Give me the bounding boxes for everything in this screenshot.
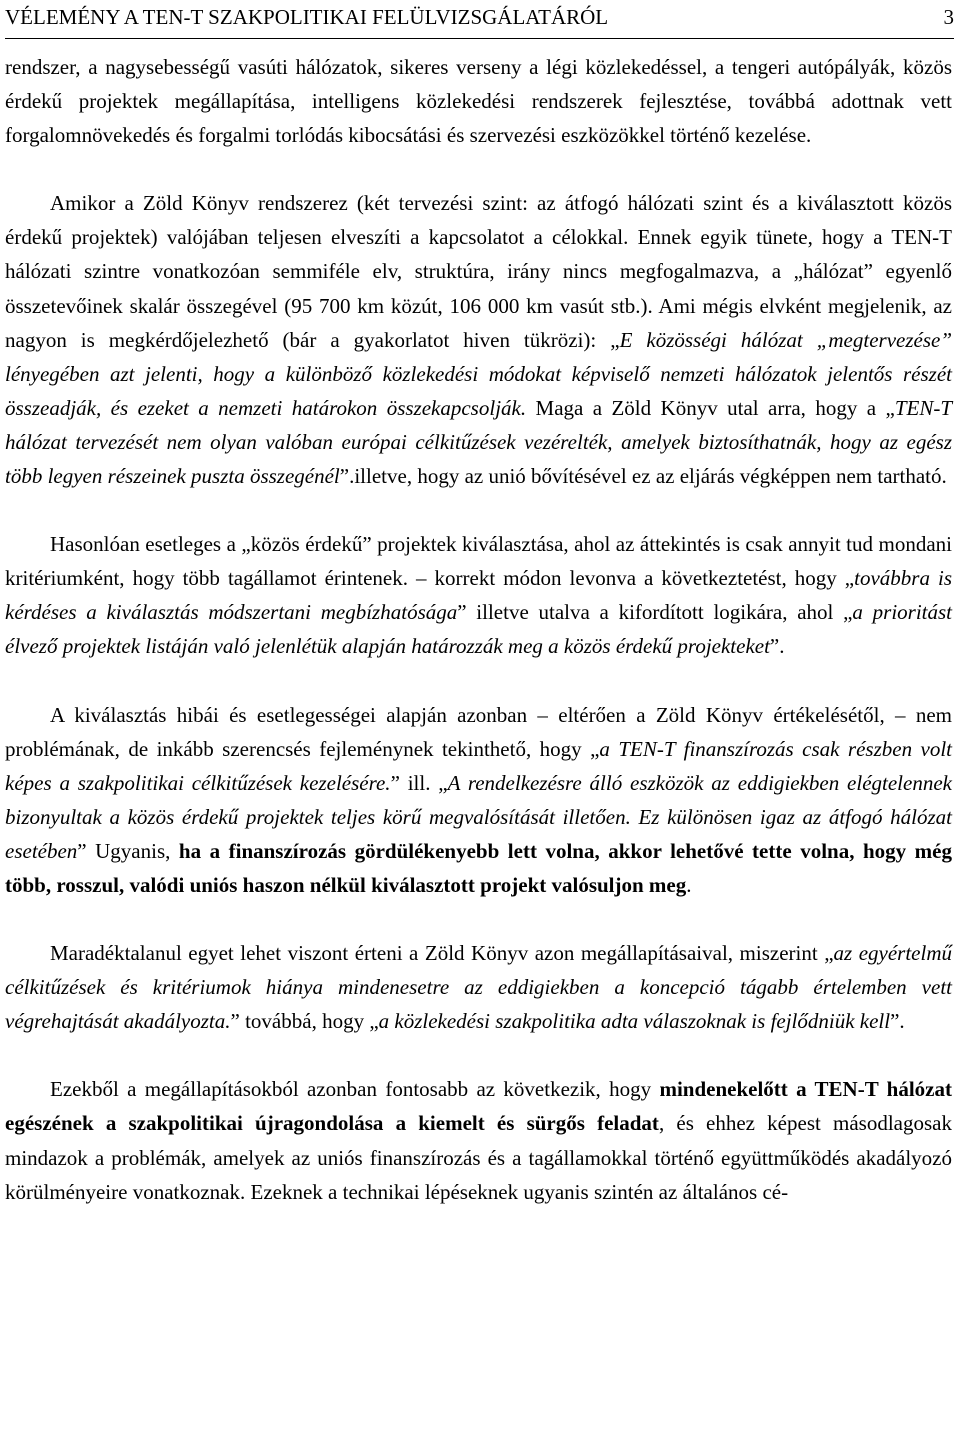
paragraph-kivalasztas-hibai [5, 698, 952, 903]
text-run: ”.illetve, hogy az unió bővítésével ez az eljárás végképpen nem tartható. [339, 464, 947, 489]
text-run: ” Ugyanis, [77, 838, 179, 863]
text-run: ” továbbá, hogy „ [230, 1009, 379, 1034]
quoted-text: az egyértelmű célkitűzések és kritériumok hiánya mindenesetre az eddigiekben a koncepció tágabb értelemben vett végrehajtását akadályozta. [5, 941, 952, 1034]
text-run: Amikor a Zöld Könyv rendszerez (két tervezési szint: az átfogó hálózati szint és a kiválasztott közös érdekű projektek) valójában teljesen elveszíti a kapcsolatot a célokkal. Ennek egyik tünete, hogy a TEN-T hálózati szintre vonatkozóan semmiféle elv, struktúra, irány nincs megfogalmazva, a „hálózat” egyenlő összetevőinek skalár összegével (95 700 km közút, 106 000 km vasút stb.). Ami mégis elvként megjelenik, az nagyon is megkérdőjelezhető (bár a gyakorlatot hiven tükrözi): „ [5, 191, 952, 352]
paragraph-zold-konyv-szintek [5, 186, 952, 493]
text-run: Hasonlóan esetleges a „közös érdekű” projektek kiválasztása, ahol az áttekintés is csak annyit tud mondani kritériumként, hogy több tagállamot érintenek. – korrekt módon levonva a következtetést, hogy „ [5, 532, 952, 591]
text-run: A kiválasztás hibái és esetlegességei alapján azonban – eltérően a Zöld Könyv értékelésétől, – nem problémának, de inkább szerencsés fejleménynek tekinthető, hogy „ [5, 702, 952, 761]
quoted-text: a prioritást élvező projektek listáján való jelenlétük alapján határozzák meg a közös érdekű projekteket [5, 600, 952, 659]
paragraph-kovetkeztetes [5, 1072, 952, 1208]
page-header [5, 0, 954, 39]
paragraph-kozos-erdeku-projektek [5, 527, 952, 663]
quoted-text: a TEN-T finanszírozás csak részben volt képes a szakpolitikai célkitűzések kezelésére. [5, 736, 953, 795]
text-run: rendszer, a nagysebességű vasúti hálózatok, sikeres verseny a légi közlekedéssel, a tengeri autópályák, közös érdekű projektek megállapítása, intelligens közlekedési rendszerek fejlesztése, továbbá adottnak vett forgalomnövekedés és forgalmi torlódás kibocsátási és szervezési eszközökkel történő kezelése. [5, 55, 952, 148]
page-number: 3 [943, 5, 954, 29]
running-title: VÉLEMÉNY A TEN-T SZAKPOLITIKAI FELÜLVIZSGÁLATÁRÓL [5, 5, 609, 29]
quoted-text: E közösségi hálózat „megtervezése” lényegében azt jelenti, hogy a különböző közlekedési módokat képviselő nemzeti hálózatok jelentős részét összeadják, és ezeket a nemzeti határokon összekapcsolják. [5, 327, 952, 420]
text-run: ” illetve utalva a kifordított logikára, ahol „ [457, 600, 853, 625]
emphasized-text: ha a finanszírozás gördülékenyebb lett volna, akkor lehetővé tette volna, hogy még több, rosszul, valódi uniós haszon nélkül kiválasztott projekt valósuljon meg [5, 838, 952, 897]
text-run: , és ehhez képest másodlagosak mindazok a problémák, amelyek az uniós finanszírozás és a tagállamokkal történő együttműködés akadályozó körülményeire vonatkoznak. Ezeknek a technikai lépéseknek ugyanis szintén az általános cé- [5, 1111, 952, 1204]
document-body [5, 46, 952, 1243]
quoted-text: A rendelkezésre álló eszközök az eddigiekben elégtelennek bizonyultak a közös érdekű projektek teljes körű megvalósítását illetően. Ez különösen igaz az átfogó hálózat esetében [5, 770, 952, 863]
paragraph-egyertelmu-celkituzesek [5, 936, 952, 1038]
text-run: Maga a Zöld Könyv utal arra, hogy a „ [526, 395, 895, 420]
quoted-text: továbbra is kérdéses a kiválasztás módszertani megbízhatósága [5, 566, 952, 625]
paragraph-continuation [5, 50, 952, 152]
text-run: ” ill. „ [390, 770, 448, 795]
text-run: Ezekből a megállapításokból azonban fontosabb az következik, hogy [50, 1077, 660, 1102]
emphasized-text: mindenekelőtt a TEN-T hálózat egészének a szakpolitikai újragondolása a kiemelt és sürgős feladat [5, 1077, 952, 1136]
text-run: ”. [769, 634, 785, 659]
quoted-text: TEN-T hálózat tervezését nem olyan valóban európai célkitűzések vezérelték, amelyek biztosíthatnák, hogy az egész több legyen részeinek puszta összegénél [5, 395, 952, 489]
text-run: . [686, 872, 692, 897]
quoted-text: a közlekedési szakpolitika adta válaszoknak is fejlődniük kell [378, 1009, 891, 1034]
text-run: Maradéktalanul egyet lehet viszont érteni a Zöld Könyv azon megállapításaival, miszerint „ [50, 941, 834, 966]
text-run: ”. [890, 1009, 905, 1034]
